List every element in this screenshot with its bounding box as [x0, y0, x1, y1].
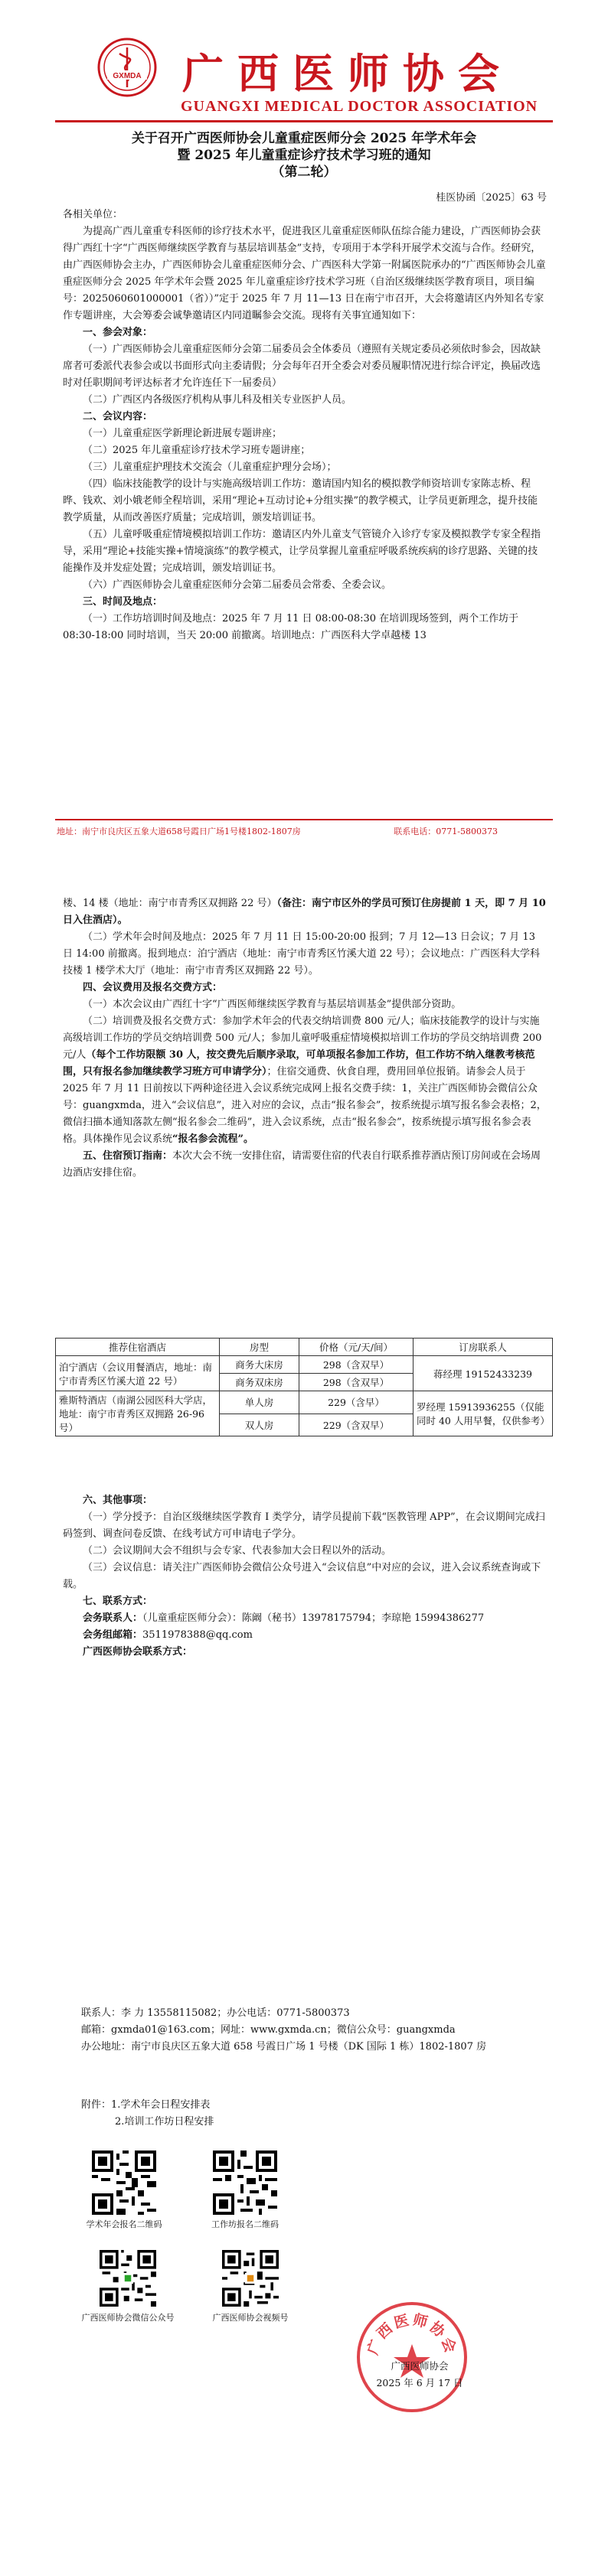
salutation: 各相关单位：: [63, 209, 123, 220]
table-header: 房型: [220, 1339, 299, 1356]
conference-email-value[interactable]: 3511978388@qq.com: [142, 1629, 253, 1641]
association-contact-label: 广西医师协会联系方式：: [83, 1646, 193, 1658]
section-3-item-1-continued: [63, 895, 547, 929]
table-header: 价格（元/天/间）: [299, 1339, 414, 1356]
booking-contact: 罗经理 15913936255（仅能同时 40 人用早餐，仅供参考）: [414, 1391, 553, 1436]
body-section-other: [63, 1492, 547, 1661]
title-line-2: 暨 2025 年儿童重症诊疗技术学习班的通知: [177, 148, 431, 163]
registration-qr-icon[interactable]: [92, 2150, 156, 2215]
section-1-item-1: （一）广西医师协会儿童重症医师分会第二届委员会全体委员（遵照有关规定委员必须依时参会，因故缺席者可委派代表参会或以书面形式向主委请假；分会每年召开全委会对委员履职情况进行综合评定，换届改选时对任职期间考评达标者才允许连任下一届委员）: [63, 344, 541, 389]
table-header: 订房联系人: [414, 1339, 553, 1356]
title-line-3: （第二轮）: [271, 165, 337, 180]
section-4-item-2: [63, 1013, 547, 1148]
association-contacts: [81, 2005, 556, 2056]
video-channel-qr-icon[interactable]: [222, 2250, 279, 2307]
footer-address: 地址：南宁市良庆区五象大道658号霞日广场1号楼1802-1807房: [57, 827, 301, 836]
section-7-heading: 七、联系方式：: [83, 1596, 153, 1607]
section-2-heading: 二、会议内容：: [83, 411, 153, 422]
room-price: 298（含双早）: [299, 1374, 414, 1391]
wechat-official-qr-icon[interactable]: [100, 2250, 156, 2307]
section-2-item-5: （五）儿童呼吸重症情境模拟培训工作坊：邀请区内外儿童支气管镜介入诊疗专家及模拟教学专家全程指导，采用“理论+技能实操+情境演练”的教学模式，让学员掌握儿童重症呼吸系统疾病的诊疗思路、关键的技能操作及并发症处置；完成培训，颁发培训证书。: [63, 529, 541, 574]
contact-email-line: 邮箱：gxmda01@163.com；网址：www.gxmda.cn；微信公众号：guangxmda: [81, 2024, 456, 2036]
room-price: 229（含双早）: [299, 1414, 414, 1436]
registration-text: ；住宿交通费、伙食自理，费用回单位报销。请参会人员于 2025 年 7 月 11 日前按以下两种途径进入会议系统完成网上报名交费手续：1，关注广西医师协会微信公众号：guangxmda，进入“会议信息”，进入对应的会议，点击“报名参会”，按系统提示填写报名参会表格；2，微信扫描本通知落款左侧“报名参会二维码”，进入会议系统，点击“报名参会”，按系统提示填写报名参会表格。具体操作见会议系统: [63, 1066, 547, 1145]
section-4-item-1: （一）本次会议由广西红十字“广西医师继续医学教育与基层培训基金”提供部分资助。: [83, 999, 462, 1010]
conference-contact: [63, 1610, 547, 1627]
signature-date: 2025 年 6 月 17 日: [376, 2377, 463, 2389]
section-5-paragraph: [63, 1148, 547, 1182]
room-type: 商务双床房: [220, 1374, 299, 1391]
org-name-en: GUANGXI MEDICAL DOCTOR ASSOCIATION: [181, 98, 538, 115]
association-logo-icon: [96, 37, 158, 98]
conference-email-label: 会务组邮箱：: [83, 1629, 143, 1641]
section-3-item-1-address: 楼、14 楼（地址：南宁市青秀区双拥路 22 号）: [63, 898, 277, 909]
attachments: [81, 2097, 565, 2131]
footer-phone: 联系电话：0771-5800373: [394, 827, 498, 836]
room-price: 229（含早）: [299, 1391, 414, 1414]
section-5-heading: 五、住宿预订指南：: [83, 1150, 173, 1162]
section-1-heading: 一、参会对象：: [83, 327, 153, 338]
conference-email: [63, 1627, 547, 1644]
section-6-item-1: （一）学分授予：自治区级继续医学教育 I 类学分，请学员提前下载“医教管理 APP”，在会议期间完成扫码签到、调查问卷反馈、在线考试方可申请电子学分。: [63, 1511, 545, 1540]
room-price: 298（含双早）: [299, 1356, 414, 1374]
fee-text: （二）培训费及报名交费方式：参加学术年会的代表交纳培训费 800 元/人；临床技能教学的设计与实施高级培训工作坊的学员交纳培训费 500 元/人；参加儿童呼吸重症情境模拟培训工作坊的学员交纳培训费 200 元/人: [63, 1016, 542, 1061]
table-row: [56, 1356, 553, 1374]
attachment-1: 附件：1.学术年会日程安排表: [81, 2099, 211, 2111]
footer-divider: [55, 819, 553, 820]
section-6-heading: 六、其他事项：: [83, 1495, 153, 1506]
contact-person-line: 联系人：李 力 13558115082；办公电话：0771-5800373: [81, 2007, 350, 2019]
hotel-name: 雅斯特酒店（南湖公园医科大学店，地址：南宁市青秀区双拥路 26-96 号）: [56, 1391, 220, 1436]
section-6-item-2: （二）会议期间大会不组织与会专家、代表参加大会日程以外的活动。: [83, 1545, 392, 1557]
section-1-item-2: （二）广西区内各级医疗机构从事儿科及相关专业医护人员。: [83, 394, 352, 406]
document-number: 桂医协函〔2025〕63 号: [436, 192, 547, 204]
section-3-heading: 三、时间及地点：: [83, 596, 163, 608]
section-3-item-1-start: （一）工作坊培训时间及地点：2025 年 7 月 11 日 08:00-08:30 在培训现场签到，两个工作坊于 08:30-18:00 同时培训，当天 20:00 前撤离。培训地点：广西医科大学卓越楼 13: [63, 613, 519, 641]
workshop-qr-label: 工作坊报名二维码: [211, 2219, 279, 2229]
section-3-item-1-note: （备注：南宁市区外的学员可预订住房提前 1 天，即 7 月 10 日入住酒店）。: [63, 898, 546, 926]
registration-qr-label: 学术年会报名二维码: [86, 2219, 162, 2229]
notice-title: [55, 130, 553, 181]
body-section-page-1: [63, 190, 547, 644]
room-type: 双人房: [220, 1414, 299, 1436]
conference-contact-value: （儿童重症医师分会）：陈阚（秘书）13978175794；李琼艳 15994386277: [142, 1612, 485, 1624]
room-type: 单人房: [220, 1391, 299, 1414]
section-3-item-2: （二）学术年会时间及地点：2025 年 7 月 11 日 15:00-20:00 报到；7 月 12—13 日会议；7 月 13 日 14:00 前撤离。报到地点：泊宁酒店（地址：南宁市青秀区竹溪大道 22 号）；会议地点：广西医科大学科技楼 1 楼学术大厅（地址：南宁市青秀区双拥路 22 号）。: [63, 931, 541, 977]
svg-text:广西医师协会: 广西医师协会: [364, 2311, 460, 2357]
wechat-official-qr-label: 广西医师协会微信公众号: [81, 2313, 175, 2323]
conference-contact-label: 会务联系人：: [83, 1612, 143, 1624]
table-row: [56, 1391, 553, 1414]
official-seal-icon: [355, 2300, 469, 2415]
attachment-2: 2.培训工作坊日程安排: [115, 2116, 214, 2128]
section-2-item-6: （六）广西医师协会儿童重症医师分会第二届委员会常委、全委会议。: [83, 579, 392, 591]
intro-paragraph: 为提高广西儿童重专科医师的诊疗技术水平，促进我区儿童重症医师队伍综合能力建设，广西医师协会获得广西红十字“广西医师继续医学教育与基层培训基金”支持，专项用于本学科开展学术交流与合作。经研究，由广西医师协会主办，广西医师协会儿童重症医师分会、广西医科大学第一附属医院承办的“广西医师协会儿童重症医师分会 2025 年学术年会暨 2025 年儿童重症诊疗技术学习班（自治区级继续医学教育项目，项目编号：2025060601000001（省））”定于 2025 年 7 月 11—13 日在南宁市召开，大会将邀请区内外知名专家作专题讲座，大会筹委会诚挚邀请区内同道瞩参会交流。现将有关事宜通知如下：: [63, 226, 546, 321]
table-header-row: [56, 1339, 553, 1356]
letterhead-divider: [55, 120, 553, 122]
org-name-cn: 广西医师协会: [182, 49, 513, 98]
table-header: 推荐住宿酒店: [56, 1339, 220, 1356]
body-section-page-2: [63, 895, 547, 1182]
signature-org: 广西医师协会: [391, 2360, 449, 2372]
workshop-qr-icon[interactable]: [213, 2150, 277, 2215]
svg-text:GXMDA: GXMDA: [113, 72, 142, 80]
video-channel-qr-label: 广西医师协会视频号: [212, 2313, 289, 2323]
section-2-item-1: （一）儿童重症医学新理论新进展专题讲座；: [83, 428, 283, 439]
section-2-item-4: （四）临床技能教学的设计与实施高级培训工作坊：邀请国内知名的模拟教学师资培训专家陈志桥、程晔、钱欢、刘小娥老师全程培训，采用“理论+互动讨论+分组实操”的教学模式，让学员更新理念，提升技能教学质量，从而改善医疗质量；完成培训，颁发培训证书。: [63, 478, 538, 523]
section-4-heading: 四、会议费用及报名交费方式：: [83, 982, 223, 993]
section-5-text: 本次大会不统一安排住宿，请需要住宿的代表自行联系推荐酒店预订房间或在会场周边酒店安排住宿。: [63, 1150, 541, 1179]
room-type: 商务大床房: [220, 1356, 299, 1374]
hotel-name: 泊宁酒店（会议用餐酒店，地址：南宁市青秀区竹溪大道 22 号）: [56, 1356, 220, 1391]
section-2-item-3: （三）儿童重症护理技术交流会（儿童重症护理分会场）；: [83, 461, 337, 473]
section-6-item-3: （三）会议信息：请关注广西医师协会微信公众号进入“会议信息”中对应的会议，进入会议系统查询或下载。: [63, 1562, 541, 1590]
hotel-table-wrapper: [55, 1338, 553, 1436]
registration-process-bold: “报名参会流程”。: [172, 1133, 253, 1145]
title-line-1: 关于召开广西医师协会儿童重症医师分会 2025 年学术年会: [131, 131, 477, 146]
section-2-item-2: （二）2025 年儿童重症诊疗技术学习班专题讲座；: [83, 445, 311, 456]
contact-address-line: 办公地址：南宁市良庆区五象大道 658 号霞日广场 1 号楼（DK 国际 1 栋）1802-1807 房: [81, 2041, 487, 2053]
booking-contact: 蒋经理 19152433239: [414, 1356, 553, 1391]
fee-note-bold: （每个工作坊限额 30 人，按交费先后顺序录取，可单项报名参加工作坊，但工作坊不纳入继教考核范围，只有报名参加继续教学习班方可申请学分）: [63, 1049, 535, 1078]
hotel-table: [55, 1338, 553, 1436]
letterhead: [0, 15, 608, 119]
page-footer: [57, 825, 551, 837]
